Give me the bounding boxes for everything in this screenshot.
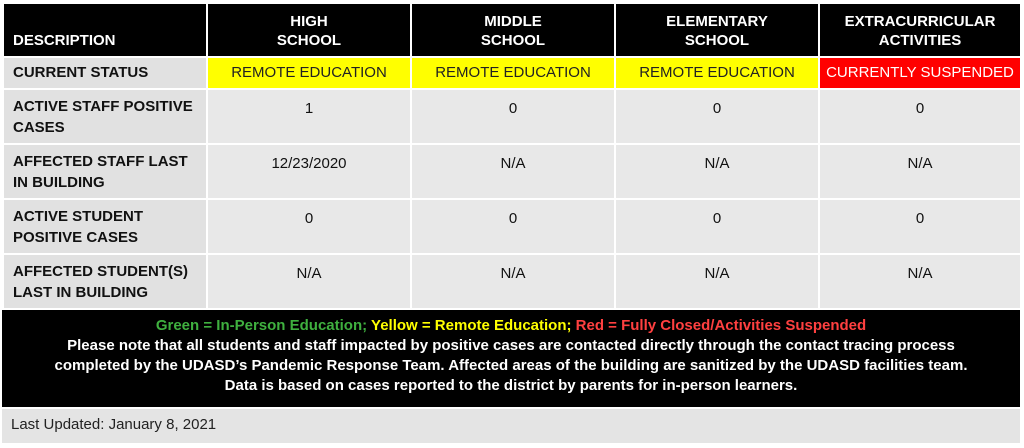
status-cell-elementary-school: REMOTE EDUCATION	[615, 57, 819, 89]
status-dashboard	[2, 2, 1020, 443]
table-cell: N/A	[819, 144, 1021, 199]
table-cell: N/A	[207, 254, 411, 309]
table-row-affected-students	[3, 254, 1021, 309]
table-cell: N/A	[819, 254, 1021, 309]
table-cell: 1	[207, 89, 411, 144]
legend-green: Green = In-Person Education;	[155, 317, 368, 334]
table-header-row	[3, 3, 1021, 57]
last-updated: Last Updated: January 8, 2021	[2, 409, 1020, 443]
table-cell: N/A	[615, 144, 819, 199]
table-cell: 0	[411, 199, 615, 254]
legend-red: Red = Fully Closed/Activities Suspended	[575, 317, 867, 334]
status-table	[2, 2, 1022, 310]
header-middle-school: MIDDLE SCHOOL	[411, 3, 615, 57]
table-cell: N/A	[411, 254, 615, 309]
header-elementary-school: ELEMENTARY SCHOOL	[615, 3, 819, 57]
legend-note-2: completed by the UDASD’s Pandemic Response Team. Affected areas of the building are sanitized by the UDASD facilities team.	[54, 357, 968, 374]
table-cell: 0	[207, 199, 411, 254]
row-label: AFFECTED STUDENT(S) LAST IN BUILDING	[3, 254, 207, 309]
table-row-active-student-cases	[3, 199, 1021, 254]
legend-note-3: Data is based on cases reported to the district by parents for in-person learners.	[224, 377, 798, 394]
table-cell: 0	[411, 89, 615, 144]
header-extracurricular: EXTRACURRICULAR ACTIVITIES	[819, 3, 1021, 57]
header-high-school: HIGH SCHOOL	[207, 3, 411, 57]
table-row-current-status	[3, 57, 1021, 89]
status-cell-middle-school: REMOTE EDUCATION	[411, 57, 615, 89]
table-cell: 0	[615, 199, 819, 254]
table-cell: 12/23/2020	[207, 144, 411, 199]
table-cell: 0	[819, 199, 1021, 254]
table-row-affected-staff	[3, 144, 1021, 199]
row-label: ACTIVE STUDENT POSITIVE CASES	[3, 199, 207, 254]
table-row-active-staff-cases	[3, 89, 1021, 144]
table-cell: N/A	[411, 144, 615, 199]
color-legend	[2, 316, 1020, 336]
table-cell: N/A	[615, 254, 819, 309]
legend-yellow: Yellow = Remote Education;	[371, 317, 572, 334]
row-label: AFFECTED STAFF LAST IN BUILDING	[3, 144, 207, 199]
table-cell: 0	[615, 89, 819, 144]
header-description: DESCRIPTION	[3, 3, 207, 57]
legend-box	[2, 310, 1020, 407]
status-cell-extracurricular: CURRENTLY SUSPENDED	[819, 57, 1021, 89]
legend-note-1: Please note that all students and staff impacted by positive cases are contacted directly through the contact tracing process	[67, 337, 955, 354]
table-cell: 0	[819, 89, 1021, 144]
row-label: ACTIVE STAFF POSITIVE CASES	[3, 89, 207, 144]
status-cell-high-school: REMOTE EDUCATION	[207, 57, 411, 89]
row-label: CURRENT STATUS	[3, 57, 207, 89]
